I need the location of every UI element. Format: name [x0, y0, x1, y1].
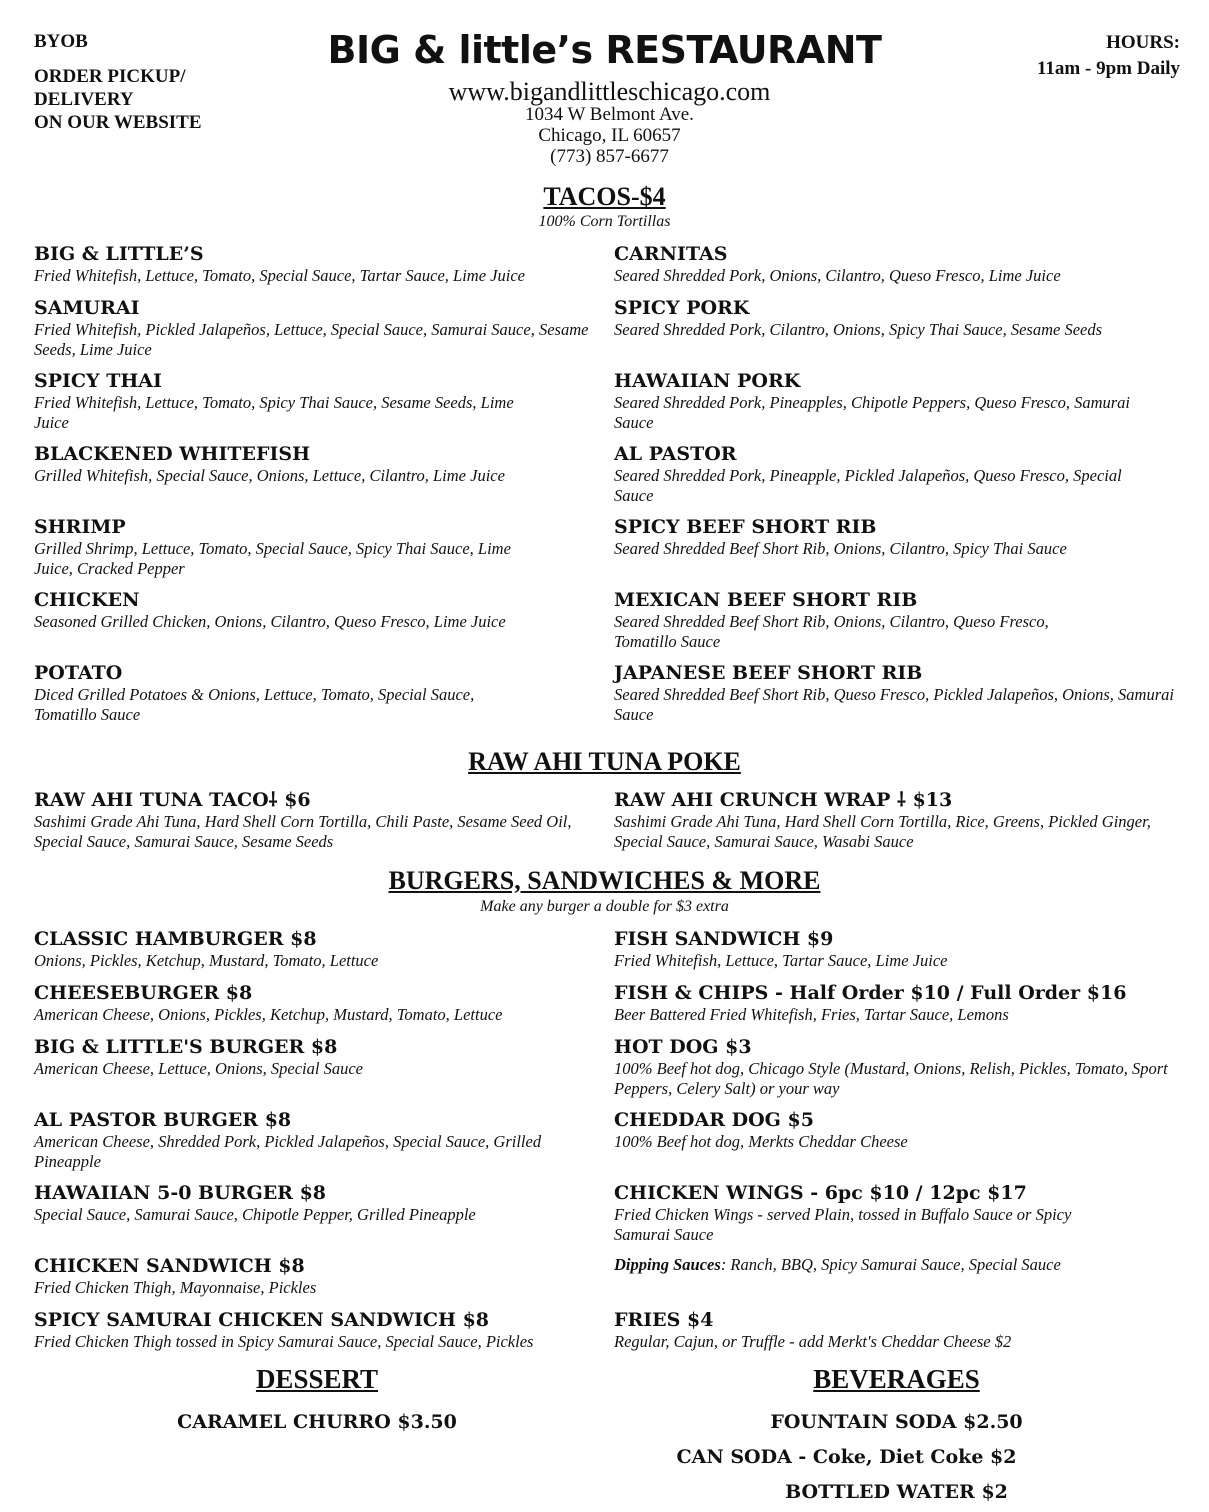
menu-item [614, 1182, 1094, 1244]
item-desc: Seared Shredded Beef Short Rib, Onions, Cilantro, Queso Fresco, Tomatillo Sauce [614, 612, 1049, 651]
item-name: HAWAIIAN PORK [614, 370, 801, 392]
item-name: CHEDDAR DOG $5 [614, 1109, 814, 1131]
menu-item [34, 589, 594, 632]
poke-title: RAW AHI TUNA POKE [468, 747, 741, 776]
item-desc: American Cheese, Onions, Pickles, Ketchup, Mustard, Tomato, Lettuce [34, 1005, 503, 1024]
hours-info [1037, 30, 1180, 82]
item-name: RAW AHI TUNA TACO⸸ $6 [34, 789, 311, 811]
item-desc: Grilled Whitefish, Special Sauce, Onions, Lettuce, Cilantro, Lime Juice [34, 466, 505, 485]
item-name: POTATO [34, 662, 123, 684]
item-desc: Seared Shredded Pork, Pineapple, Pickled Jalapeños, Queso Fresco, Special Sauce [614, 466, 1122, 505]
item-desc: Sashimi Grade Ahi Tuna, Hard Shell Corn Tortilla, Chili Paste, Sesame Seed Oil, Special Sauce, Samurai Sauce, Sesame Seeds [34, 812, 572, 851]
menu-item [34, 1109, 544, 1171]
menu-item [614, 928, 1174, 971]
item-desc: Sashimi Grade Ahi Tuna, Hard Shell Corn Tortilla, Rice, Greens, Pickled Ginger, Special Sauce, Samurai Sauce, Wasabi Sauce [614, 812, 1151, 851]
item-name: CHEESEBURGER $8 [34, 982, 253, 1004]
item-desc: Special Sauce, Samurai Sauce, Chipotle Pepper, Grilled Pineapple [34, 1205, 476, 1224]
tacos-subtitle: 100% Corn Tortillas [538, 213, 671, 230]
item-name: CARNITAS [614, 243, 728, 265]
item-desc: Fried Whitefish, Lettuce, Tomato, Special Sauce, Tartar Sauce, Lime Juice [34, 266, 525, 285]
dessert-item: CARAMEL CHURRO $3.50 [177, 1411, 457, 1433]
item-name: SPICY PORK [614, 297, 750, 319]
item-name: BLACKENED WHITEFISH [34, 443, 311, 465]
tacos-title: TACOS-$4 [543, 182, 666, 211]
beverage-item: BOTTLED WATER $2 [785, 1481, 1008, 1503]
item-desc: Regular, Cajun, or Truffle - add Merkt's Cheddar Cheese $2 [614, 1332, 1012, 1351]
item-desc: Fried Whitefish, Lettuce, Tomato, Spicy Thai Sauce, Sesame Seeds, Lime Juice [34, 393, 514, 432]
item-name: AL PASTOR [614, 443, 737, 465]
item-name: BIG & LITTLE’S [34, 243, 204, 265]
item-name: FISH & CHIPS - Half Order $10 / Full Order $16 [614, 982, 1127, 1004]
item-desc: Seared Shredded Pork, Cilantro, Onions, Spicy Thai Sauce, Sesame Seeds [614, 320, 1103, 339]
item-desc: Onions, Pickles, Ketchup, Mustard, Tomato, Lettuce [34, 951, 379, 970]
menu-item [34, 1309, 594, 1352]
item-desc: American Cheese, Shredded Pork, Pickled Jalapeños, Special Sauce, Grilled Pineapple [34, 1132, 542, 1171]
byob-label: BYOB [34, 31, 88, 52]
item-desc: Fried Chicken Thigh tossed in Spicy Samurai Sauce, Special Sauce, Pickles [34, 1332, 534, 1351]
menu-item [614, 1309, 1174, 1352]
item-desc: Fried Chicken Thigh, Mayonnaise, Pickles [34, 1278, 317, 1297]
item-desc: Seared Shredded Beef Short Rib, Onions, Cilantro, Spicy Thai Sauce [614, 539, 1067, 558]
dessert-title: DESSERT [255, 1364, 379, 1394]
menu-item [34, 1036, 594, 1079]
menu-item [34, 1255, 594, 1298]
item-name: HAWAIIAN 5-0 BURGER $8 [34, 1182, 327, 1204]
menu-item [34, 443, 594, 486]
menu-item [614, 516, 1174, 559]
menu-item [614, 1109, 1174, 1152]
menu-item [34, 516, 534, 578]
hours-label: HOURS: [1106, 32, 1180, 53]
menu-item [34, 662, 534, 724]
dipping-text: : Ranch, BBQ, Spicy Samurai Sauce, Special Sauce [720, 1255, 1061, 1274]
order-line-1: ORDER PICKUP/ [34, 66, 186, 87]
item-desc: Seared Shredded Pork, Onions, Cilantro, Queso Fresco, Lime Juice [614, 266, 1061, 285]
item-name: CHICKEN [34, 589, 140, 611]
beverage-item: FOUNTAIN SODA $2.50 [770, 1411, 1023, 1433]
hours-value: 11am - 9pm Daily [1036, 58, 1180, 79]
dipping-sauces [614, 1254, 1174, 1275]
menu-item [614, 370, 1134, 432]
menu-item [614, 789, 1159, 851]
item-name: SHRIMP [34, 516, 126, 538]
item-desc: Grilled Shrimp, Lettuce, Tomato, Special Sauce, Spicy Thai Sauce, Lime Juice, Cracked Pepper [34, 539, 511, 578]
menu-item [614, 1036, 1186, 1098]
item-name: SPICY SAMURAI CHICKEN SANDWICH $8 [34, 1309, 490, 1331]
item-name: SPICY THAI [34, 370, 162, 392]
menu-item [614, 982, 1174, 1025]
item-name: JAPANESE BEEF SHORT RIB [614, 662, 923, 684]
item-desc: Beer Battered Fried Whitefish, Fries, Tartar Sauce, Lemons [614, 1005, 1009, 1024]
menu-item [34, 789, 594, 851]
menu-item [34, 297, 594, 359]
menu-item [614, 297, 1174, 340]
order-line-3: ON OUR WEBSITE [34, 112, 202, 133]
item-desc: Seasoned Grilled Chicken, Onions, Cilantro, Queso Fresco, Lime Juice [34, 612, 506, 631]
phone-number: (773) 857-6677 [550, 146, 669, 167]
item-desc: Fried Chicken Wings - served Plain, tossed in Buffalo Sauce or Spicy Samurai Sauce [614, 1205, 1072, 1244]
menu-item [34, 370, 534, 432]
menu-item [614, 589, 1114, 651]
item-name: FISH SANDWICH $9 [614, 928, 834, 950]
menu-item [614, 243, 1174, 286]
beverages-title: BEVERAGES [813, 1364, 980, 1394]
item-name: CLASSIC HAMBURGER $8 [34, 928, 317, 950]
address-line-1: 1034 W Belmont Ave. [525, 104, 694, 125]
item-desc: 100% Beef hot dog, Chicago Style (Mustard, Onions, Relish, Pickles, Tomato, Sport Peppers, Celery Salt) or your way [614, 1059, 1168, 1098]
item-desc: Fried Whitefish, Pickled Jalapeños, Lettuce, Special Sauce, Samurai Sauce, Sesame Seeds, Lime Juice [34, 320, 589, 359]
item-name: FRIES $4 [614, 1309, 714, 1331]
menu-item [614, 662, 1184, 724]
restaurant-title: BIG & little’s RESTAURANT [327, 28, 882, 72]
item-name: AL PASTOR BURGER $8 [34, 1109, 292, 1131]
website-link[interactable]: www.bigandlittleschicago.com [448, 77, 771, 106]
menu-item [34, 928, 594, 971]
item-name: SAMURAI [34, 297, 140, 319]
item-desc: Fried Whitefish, Lettuce, Tartar Sauce, Lime Juice [614, 951, 948, 970]
address-line-2: Chicago, IL 60657 [538, 125, 681, 146]
item-name: SPICY BEEF SHORT RIB [614, 516, 877, 538]
menu-item [34, 982, 594, 1025]
item-name: HOT DOG $3 [614, 1036, 752, 1058]
menu-item [614, 443, 1134, 505]
item-name: BIG & LITTLE'S BURGER $8 [34, 1036, 338, 1058]
item-name: CHICKEN SANDWICH $8 [34, 1255, 305, 1277]
menu-item [34, 1182, 594, 1225]
item-name: RAW AHI CRUNCH WRAP ⸸ $13 [614, 789, 953, 811]
item-desc: Seared Shredded Beef Short Rib, Queso Fresco, Pickled Jalapeños, Onions, Samurai Sauce [614, 685, 1174, 724]
item-desc: American Cheese, Lettuce, Onions, Special Sauce [34, 1059, 363, 1078]
item-name: MEXICAN BEEF SHORT RIB [614, 589, 918, 611]
item-desc: 100% Beef hot dog, Merkts Cheddar Cheese [614, 1132, 908, 1151]
beverage-item: CAN SODA - Coke, Diet Coke $2 [676, 1446, 1017, 1468]
dipping-label: Dipping Sauces [614, 1255, 721, 1274]
item-desc: Diced Grilled Potatoes & Onions, Lettuce, Tomato, Special Sauce, Tomatillo Sauce [34, 685, 475, 724]
menu-item [34, 243, 594, 286]
order-line-2: DELIVERY [34, 89, 134, 110]
item-name: CHICKEN WINGS - 6pc $10 / 12pc $17 [614, 1182, 1027, 1204]
burgers-title: BURGERS, SANDWICHES & MORE [388, 866, 821, 895]
item-desc: Seared Shredded Pork, Pineapples, Chipotle Peppers, Queso Fresco, Samurai Sauce [614, 393, 1130, 432]
burgers-subtitle: Make any burger a double for $3 extra [480, 898, 729, 915]
